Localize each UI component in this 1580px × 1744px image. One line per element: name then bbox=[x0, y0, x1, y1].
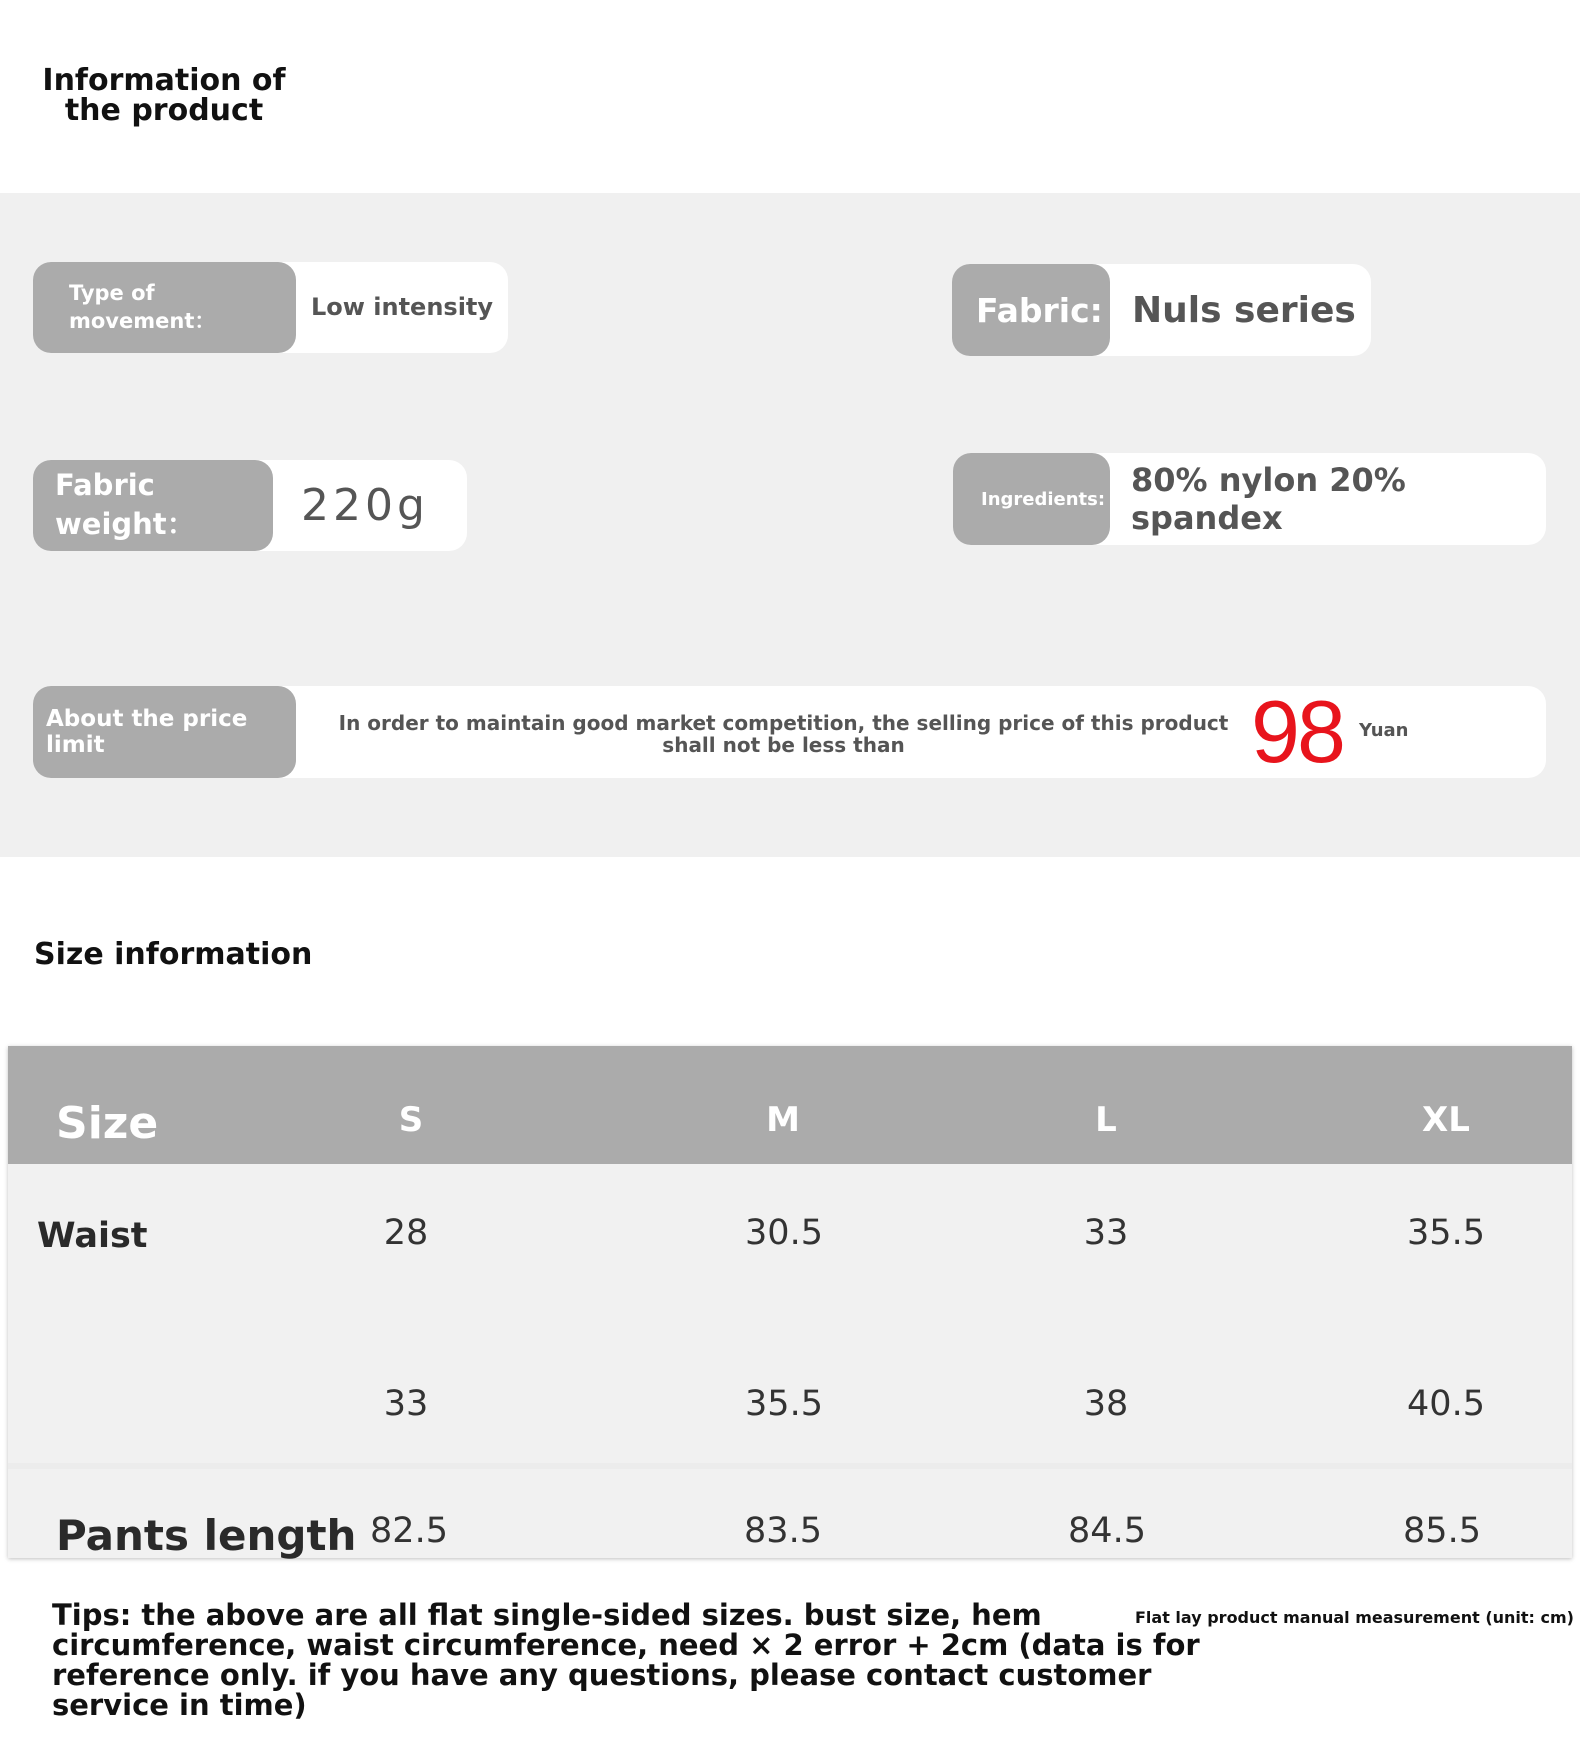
table-cell: 40.5 bbox=[1407, 1384, 1485, 1424]
size-col-m: M bbox=[766, 1100, 800, 1140]
table-cell: 33 bbox=[383, 1384, 429, 1424]
table-cell: 85.5 bbox=[1403, 1511, 1481, 1551]
size-info-title: Size information bbox=[34, 937, 313, 972]
fabric-weight-label: Fabric weight： bbox=[33, 460, 273, 551]
table-cell: 30.5 bbox=[745, 1213, 823, 1253]
movement-type-label: Type of movement： bbox=[33, 262, 296, 353]
price-limit-amount: 98 bbox=[1251, 682, 1343, 781]
table-cell: 38 bbox=[1083, 1384, 1129, 1424]
price-limit-label: About the price limit bbox=[33, 686, 296, 778]
table-cell: 35.5 bbox=[1407, 1213, 1485, 1253]
table-cell: 33 bbox=[1083, 1213, 1129, 1253]
table-cell: 84.5 bbox=[1068, 1511, 1146, 1551]
price-limit-text: In order to maintain good market competition, the selling price of this product shall not be less than bbox=[338, 711, 1229, 757]
ingredients-value: 80% nylon 20% spandex bbox=[1131, 461, 1406, 537]
size-col-l: L bbox=[1095, 1100, 1117, 1140]
size-table-header bbox=[8, 1046, 1572, 1164]
fabric-field bbox=[952, 264, 1371, 356]
table-cell: 82.5 bbox=[370, 1511, 448, 1551]
table-cell: 28 bbox=[383, 1213, 429, 1253]
ingredients-label: Ingredients: bbox=[953, 453, 1110, 545]
measurement-note: Flat lay product manual measurement (unit: cm) bbox=[1135, 1608, 1574, 1627]
fabric-value: Nuls series bbox=[1132, 289, 1356, 331]
movement-type-value: Low intensity bbox=[310, 293, 494, 321]
table-row bbox=[8, 1469, 1572, 1558]
size-header-label: Size bbox=[56, 1098, 159, 1149]
table-cell: 83.5 bbox=[744, 1511, 822, 1551]
size-table bbox=[8, 1046, 1572, 1558]
size-tips: Tips: the above are all flat single-sided sizes. bust size, hem circumference, waist circumference, need × 2 error + 2cm (data is for reference only. if you have any questions, please contact customer service in time) bbox=[52, 1598, 1200, 1722]
row-label-waist: Waist bbox=[37, 1216, 148, 1256]
fabric-weight-field bbox=[33, 460, 467, 551]
price-limit-field bbox=[33, 682, 1546, 781]
table-cell: 35.5 bbox=[745, 1384, 823, 1424]
price-limit-unit: Yuan bbox=[1359, 720, 1409, 741]
size-col-s: S bbox=[398, 1100, 424, 1140]
table-row-hip bbox=[8, 1341, 1572, 1463]
fabric-label: Fabric: bbox=[952, 264, 1110, 356]
size-col-xl: XL bbox=[1422, 1100, 1470, 1140]
product-info-title: Information of the product bbox=[42, 63, 286, 128]
ingredients-field bbox=[953, 453, 1546, 545]
movement-type-field bbox=[33, 262, 508, 353]
row-label-pants-length: Pants length bbox=[56, 1511, 357, 1560]
fabric-weight-value: 220g bbox=[301, 480, 429, 531]
